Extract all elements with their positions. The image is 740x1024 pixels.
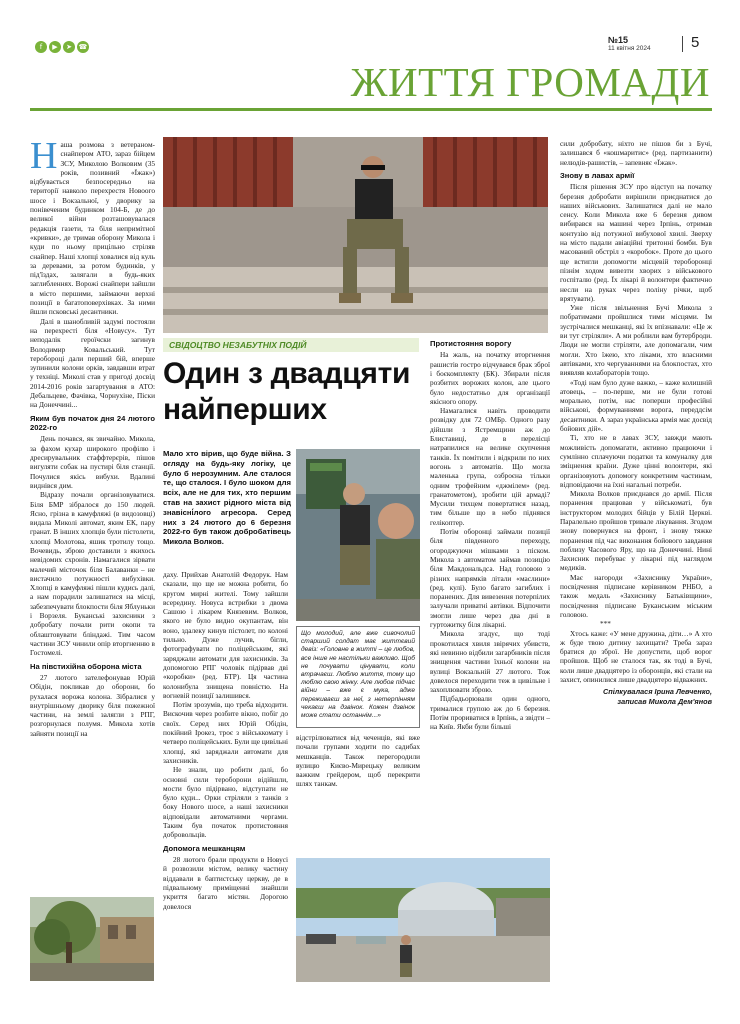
column-4 [560,139,712,984]
headline: Один з двадцяти найперших [163,357,411,426]
quote-text: Що молодий, але вже сивочолий старший солдат має життєвий девіз: «Головне в житті – це любов, все інше не настільки важливо. Щоб не почувати цінувати, коли втрачаєш. Люблю життя, тому що люблю свою жінку. Але любов підчас війни – вже є мука, адже переживаєш за неї, з нетерпінням чекаєш на дзвінок. Кожен дзвінок може стати останнім...» [301,630,415,720]
section-rule [30,108,712,111]
paragraph: «Тоді нам було дуже важко, – каже колишній атовець, – по-перше, ми не були готові морально, потім, нас поперши професійні військові, формуваннями ворога, переддсім десантники. А зараз українська армія має досвід бойових дій». [560,377,712,434]
subheading: На півстихійна оборона міста [30,661,142,671]
page-number: 5 [691,34,700,51]
drop-cap: Н [30,135,58,177]
subheading: Знову в лавах армії [560,170,635,180]
paragraph: сили добробату, ніхто не пішов би з Бучі, залишався б «кошмаритис» (ред. партизанити) нелюдів-рашистів, – запевняє «Їжак». [560,139,712,167]
paragraph: 28 лютого брали продукти в Новусі й розвозили містом, велику частину віддавали в баптистську церкву, де в підвальному приміщенні знайшли укриття багато містян. Дорогою довелося [163,855,288,911]
header-divider [682,36,683,52]
paragraph: Намагалися навіть проводити розвідку для 72 ОМБр. Одного разу дійшли з Ястремщини аж до Блиставиці, де в перелісці натрапилися на велике скупчення танків. Їх помітили і відкрили по них вогонь з автоматів. Що могла маленька група, озброєна тільки одним трофейним «джмілем» (ред. гранатометом), зробити цій армаді? Мусили тихцем повертатися назад, тим більше що в небо піднявся гелікоптер. [430,406,550,527]
photo-soldier-street [296,858,550,982]
paragraph: Відразу почали організовуватися. Біля БМР зібралося до 150 людей. Ясно, грізна в камуфляжі (в видозовці) видала Миколі автомат, яким ЕК, пару гранат. В інших хлопців були пістолети, хлопці Молотова, яшик тротилу тощо. Вочевидь, зброю доставили з якихось невідомих схронів. Намагалися зірвати малечий місточок біля Балаванки – не вистачило потужності вибухівки. Хлопці в камуфляжі пішли кудись далі, а нам порадили залишатися на місці, забезпечувати блокпости біля Яблуньки і Ворзеля. Буканські захисники з добробату почали рити окопи та облаштовувати бліндажі. Тим часом частини ЗСУ чинили опір вторгненню в Гостомелі. [30,490,155,658]
paragraph: Микола згадує, що тоді прокотилася хвиля звірячих убивств, які невинно відбили загарбників після знищення частини їхньої колони на вулиці Вокзальній 27 лютого. Тож довелося переходити теж в цивільне і захоплювати зброю. [430,629,550,695]
paragraph: На жаль, на початку вторгнення рашистів гостро відчувався брак зброї і боєкомплекту (БК). Збирали після розбитих ворожих колон, але цього було недостатньо для організації якісного опору. [430,350,550,406]
paragraph: відстрілюватися від чеченців, які вже почали групами ходити по садибах мешканців. Також перегородили вулицю Києво-Мирецьку великим важким грейдером, щоб перекрити шлях танкам. [296,733,420,789]
paragraph: Потім оборонці займали позиції біля південного переходу, огороджуючи мішками з піском. Микола з автоматом займав позицію біля Макдональдса. Над головою з різних напрямків літали «маслини» (ред. кулі). Було багато загиблих і поранених. Для вивезення потерпілих залучали приватні автівки. Відпочити змогли лише через два дні в гуртожитку біля лікарні. [430,527,550,630]
paragraph: Має нагороди «Захиснику України», посвідчення підписане керівником РНБО, а також медаль «Захиснику Батьківщини», посвідчення підписане Буканським міським головою. [560,572,712,619]
issue-date: 11 квітня 2024 [608,45,651,52]
youtube-icon[interactable]: ▶ [49,41,61,53]
paragraph: даху. Прийхав Анатолій Федорук. Нам сказали, що ще не можна робити, бо кругом мирні жителі. Тому зайшли всередину. Новуса встрибки з двома Сашою і лікарем Князевим. Волков, якого не було видно окупантам, він воно, здалеку кинув пістолет, по колоні тильно. Дуже лучив, бігли, фотографувати по поліцейським, які заряджали автомати для захисників. Зa допомогою РПГ чоловік підірвав дві «коробки» (ред. БТР). Ця частина колонибула знищена повністю. На вогневій позиції залишився. [163,570,288,700]
rubric-tag: СВІДОЦТВО НЕЗАБУТНІХ ПОДІЙ [163,338,419,352]
paragraph: День почався, як звичайно. Микола, за фахом кухар широкого профілю і дресирувальник стаффтерєрів, пішов вигуляти собак на пустирі біля станції. Почулися якісь вибухи. Вдалині виднівся дим. [30,434,155,490]
column-2b [296,733,420,833]
photo-soldier-sitting [163,137,548,333]
quote-box [296,626,420,728]
subheading: Яким був початок дня 24 лютого 2022-го [30,413,155,433]
telegram-icon[interactable]: ➤ [63,41,75,53]
intro-paragraph: аша розмова з ветераном-снайпером АТО, зараз бійцем ЗСУ, Миколою Волковим (35 років, позивний «Їжак») відбувається безпосередньо на території навколо перехрестя Новоого шосе і Вокзальної, у дворику за понівеченим будинком 104-Б, де до великої війни розташовувалася редакція газети, та біля непримітної «кривки», де тримав оборону Микола і куди по ньому прицільно стріляв снайпер. Наші хлопці ховалися від куль за деревами, за ротом будинків, у під'їздах, залягали в будь-яких заглибленнях. Ворожі снайпери зайшли в місто першими, займаючи верхні позиції в багатоповерхівках. За ними йшли псковські десантники. [30,140,155,317]
column-1 [30,135,155,860]
paragraph: Далі в шанобливій задумі постояли на перехресті біля «Новусу». Тут неподалік героїчски загинув Володимир Ковальський. Тут теробороці дали перший бій, вперше зупинили колони орків, завдавши втрат у техніці. Миколі став у пригоді досвід 2014-2016 років загартування в АТО: Дебальцеве, Фачівка, Чорнухіне, Піски на Донеччині... [30,316,155,410]
viber-icon[interactable]: ☎ [78,43,88,51]
paragraph: Ті, хто не в лавах ЗСУ, завжди мають можливість допомагати, активно працюючи і сумлінно сплачуючи податки та комуналку для зміцнення країни. Дуже цінні волонтери, які організовують допомогу конкретним частинам, відповідаючи на їхні нагальні потреби. [560,433,712,489]
paragraph: 27 лютого зателефонував Юрій Обідін, покликав до оборони, бо рухалася ворожа колона. Зібралися у внутрішньому дворику біля пожежної частини, на землі залягли з РПГ, розгорнулася полумя. Микола хотів зайняти позиції на [30,672,155,738]
facebook-icon[interactable]: f [35,41,47,53]
paragraph: Микола Волков приєднався до армії. Після поранення працював у військоматі, був інструктором молодих бійців у Білій Церкві. Паралельно пройшов тривале лікування. Згодом знову повернувся на фронт, і знову тяжке поранення під час виконання бойового завдання поблизу Часового Яру, що на Донеччині. Нині Захисник перебуває у лікарні під наглядом медиків. [560,489,712,573]
paragraph: Потім зрозумів, що треба відходити. Вискочив через розбите вікно, побіг до своїх. Серед них Юрій Обідін, покійний Ірокез, троє з військкомату і четверо поліцейських. Були ще цивільні хлопці, які заряджали автомати для захисників. [163,700,288,765]
paragraph: Підбадьорювали один одного, трималися групою аж до 6 березня. Потім прориватися в Ірпінь, а звідти – на Київ. Якби були більші [430,694,550,732]
paragraph: Хтось каже: «У мене дружина, діти…» А хто ж буде твою дитину захищати? Треба зараз братися до зброї. Не допустити, щоб ворог пройшов. Щоб не сталося так, як тоді в Бучі, коли лише двадцятеро із оборонців, які стали на захист, опинилися лише двадцятеро відважних. [560,628,712,685]
photo-two-soldiers [296,449,420,621]
subheading: Протистояння ворогу [430,339,512,348]
author-signature: Спілкувалася Ірина Левченко, записав Микола Дем'янов [602,687,712,706]
issue-number: №15 [608,35,629,45]
section-stars: *** [600,619,611,629]
paragraph: Уже після звільнення Бучі Микола з побратимами пройшлися тими місцями. Ім зустрічалися мешканці, які їх впізнавали: «Це ж ви тут стріляли». А ми роблили вам бутерброди. Люди не могли стріляти, але допомагали, чим могли. Хто їжею, хто ліками, хто власними автівками, хто чергуваннями на блокпостах, хто виявляв колабораторів тощо. [560,303,712,378]
paragraph: Після рішення ЗСУ про відступ на початку березня добробати вирішили приєднатися до наших військових. Залишатися далі не мало сенсу. Коли Микола вже 6 березня дивом вибирався на машині через Ірпінь, отримав контузію від потужної вибухової хвилі. Зверху на місто падали авіаційні тритонні бомби. Був масований обстріл з «коробок». Проте до цього ще встигли допомогти місцевій тероборонці пізнім ходом вивезти хворих з військового госпіталю (ред. Їх лікарі й волонтери фактично несли на руках через поліну річки, щоб врятувати). [560,182,712,303]
social-icons [35,36,91,54]
column-2 [163,570,288,980]
column-3 [430,339,550,851]
subheading: Допомога мешканцям [163,843,246,853]
paragraph: Не знали, що робити далі, бо основні сили тероборони відійшли, мости було підірвано, відступати не було куди... Орки стріляли з танків з боку Нового шосе, а наші захисники відповідали автоматними чергами. Таким був початок протистояння добровольців. [163,765,288,840]
photo-tree-courtyard [30,897,154,981]
section-title: ЖИТТЯ ГРОМАДИ [350,59,710,105]
lead-paragraph: Мало хто вірив, що буде війна. З огляду на будь-яку логіку, це було б нерозумним. Але сталося те, що сталося. І було шоком для всіх, але не для тих, хто першим став на захист рідного міста від знавісні́лого агресора. Серед них з 24 лютого до 6 березня 2022-го був також добробатівець Микола Волков. [163,449,291,547]
